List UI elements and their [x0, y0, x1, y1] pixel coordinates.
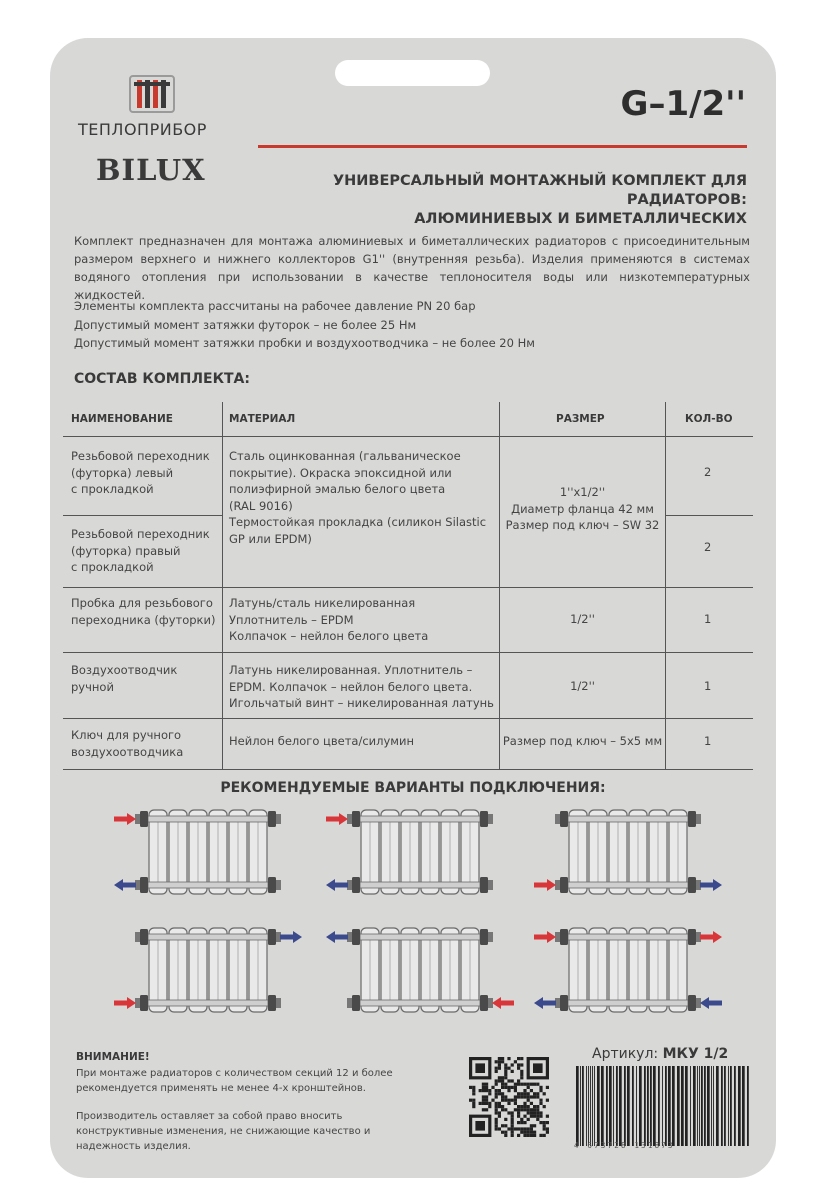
accent-line: [258, 145, 747, 148]
row-name: Ключ для ручного воздухоотводчика: [71, 728, 184, 759]
hang-hole: [335, 60, 490, 86]
barcode-number: 4 673728 131873: [574, 1141, 675, 1150]
row-size: 1/2'': [570, 679, 595, 693]
col-header-qty: КОЛ-ВО: [685, 413, 733, 425]
table-rule: [499, 402, 500, 769]
row-material: Нейлон белого цвета/силумин: [229, 734, 414, 748]
table-rule: [665, 402, 666, 769]
table-rule: [63, 769, 753, 770]
row-name: Воздухоотводчик ручной: [71, 663, 178, 694]
connections-heading: РЕКОМЕНДУЕМЫЕ ВАРИАНТЫ ПОДКЛЮЧЕНИЯ:: [220, 780, 606, 796]
qr-code-icon: [469, 1057, 549, 1137]
table-rule: [63, 587, 753, 588]
row-material: Латунь/сталь никелированная Уплотнитель – EPDM Колпачок – нейлон белого цвета: [229, 596, 429, 643]
row-size: Размер под ключ – 5х5 мм: [502, 734, 663, 748]
col-header-material: МАТЕРИАЛ: [229, 413, 296, 425]
brand-bilux: BILUX: [96, 153, 206, 187]
kit-heading: СОСТАВ КОМПЛЕКТА:: [74, 371, 250, 387]
product-title: [227, 172, 747, 229]
col-header-name: НАИМЕНОВАНИЕ: [71, 413, 173, 425]
table-rule: [222, 402, 223, 769]
intro-paragraph: Комплект предназначен для монтажа алюминиевых и биметаллических радиаторов с присоединительным размером верхнего и нижнего коллекторов G1'' (внутренняя резьба). Изделия применяются в системах водяного отопления при использовании в качестве теплоносителя воды или низкотемпературных жидкостей.: [74, 234, 750, 302]
manufacturer-note: Производитель оставляет за собой право вносить конструктивные изменения, не снижающие качество и надежность изделия.: [76, 1111, 371, 1152]
specs-list: [74, 297, 535, 353]
table-rule: [63, 652, 753, 653]
table-rule: [63, 436, 753, 437]
row-size: 1/2'': [570, 612, 595, 626]
shared-material: Сталь оцинкованная (гальваническое покрытие). Окраска эпоксидной или полиэфирной эмалью белого цвета (RAL 9016) Термостойкая прокладка (силикон Silastic GP или EPDM): [229, 449, 487, 546]
row-qty: 2: [704, 465, 712, 479]
row-material: Латунь никелированная. Уплотнитель – EPDM. Колпачок – нейлон белого цвета. Игольчатый винт – никелированная латунь: [229, 663, 494, 710]
product-title-line1: УНИВЕРСАЛЬНЫЙ МОНТАЖНЫЙ КОМПЛЕКТ ДЛЯ РАДИАТОРОВ:: [332, 173, 747, 208]
spec-line: Допустимый момент затяжки пробки и воздухоотводчика – не более 20 Нм: [74, 336, 535, 350]
kit-table: [63, 402, 753, 770]
warning-text: При монтаже радиаторов с количеством секций 12 и более рекомендуется применять не менее 4-х кронштейнов.: [76, 1068, 393, 1094]
table-rule: [665, 515, 753, 516]
table-rule: [63, 515, 222, 516]
row-name: Резьбовой переходник (футорка) правый с прокладкой: [71, 527, 210, 574]
row-qty: 1: [704, 734, 712, 748]
barcode-icon: [574, 1066, 750, 1146]
teploprobor-logo-icon: [128, 70, 176, 118]
article-value: МКУ 1/2: [662, 1046, 729, 1062]
row-qty: 1: [704, 679, 712, 693]
spec-line: Элементы комплекта рассчитаны на рабочее давление PN 20 бар: [74, 299, 476, 313]
article-label: Артикул:: [592, 1046, 659, 1062]
article: [592, 1046, 728, 1062]
connection-diagrams: [60, 806, 770, 1036]
row-name: Резьбовой переходник (футорка) левый с прокладкой: [71, 449, 210, 496]
shared-size: 1''х1/2'' Диаметр фланца 42 мм Размер под ключ – SW 32: [505, 485, 660, 532]
brand-teploprobor: ТЕПЛОПРИБОР: [78, 120, 207, 139]
product-title-line2: АЛЮМИНИЕВЫХ И БИМЕТАЛЛИЧЕСКИХ: [414, 211, 747, 227]
spec-line: Допустимый момент затяжки футорок – не более 25 Нм: [74, 317, 417, 332]
row-name: Пробка для резьбового переходника (футорки): [71, 596, 216, 627]
row-qty: 1: [704, 612, 712, 626]
row-qty: 2: [704, 540, 712, 554]
col-header-size: РАЗМЕР: [556, 413, 605, 425]
product-code: G–1/2'': [620, 84, 746, 124]
table-rule: [63, 718, 753, 719]
warning-heading: ВНИМАНИЕ!: [76, 1051, 150, 1063]
